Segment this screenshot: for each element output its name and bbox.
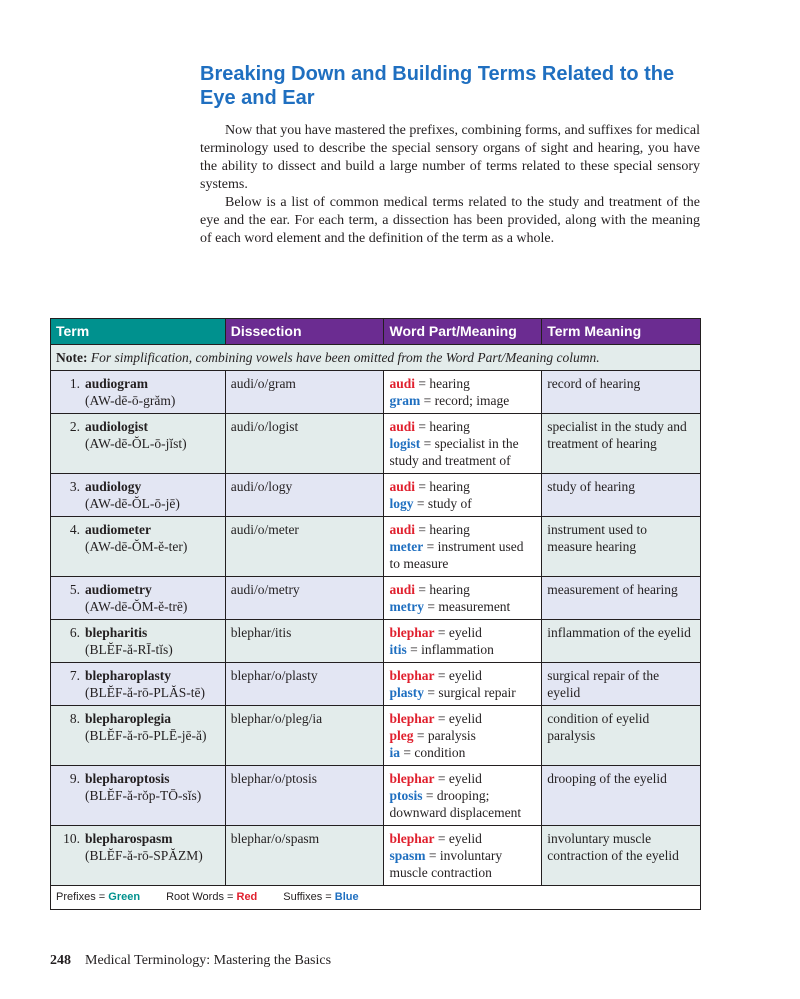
legend-item	[283, 891, 358, 903]
dissection-cell: audi/o/logist	[225, 414, 384, 474]
dissection-cell: audi/o/gram	[225, 371, 384, 414]
legend-item	[56, 891, 140, 903]
word-part-element: audi	[389, 419, 416, 434]
term-number: 10.	[63, 831, 80, 846]
word-part-element: blephar	[389, 831, 435, 846]
legend-label: Suffixes =	[283, 891, 332, 903]
word-part-meaning: inflammation	[421, 642, 494, 657]
term-meaning-cell: surgical repair of the eyelid	[542, 663, 701, 706]
term-name: audiometry	[85, 582, 152, 597]
dissection-cell: audi/o/logy	[225, 474, 384, 517]
table-header-row	[51, 319, 701, 345]
word-part: blephar = eyelid	[389, 625, 482, 640]
word-part-element: plasty	[389, 685, 424, 700]
word-part: audi = hearing	[389, 419, 470, 434]
word-part-cell	[384, 620, 542, 663]
word-part-cell	[384, 371, 542, 414]
word-part: blephar = eyelid	[389, 831, 482, 846]
word-part-meaning: record; image	[434, 393, 510, 408]
word-part-meaning: hearing	[429, 479, 470, 494]
intro-text	[200, 122, 700, 248]
legend-row	[51, 886, 701, 910]
word-part-element: audi	[389, 479, 416, 494]
term-cell	[51, 517, 226, 577]
word-part-element: audi	[389, 582, 416, 597]
word-part-element: blephar	[389, 668, 435, 683]
term-pronunciation: (AW-dē-ŎL-ō-jē)	[85, 496, 180, 511]
word-part: blephar = eyelid	[389, 668, 482, 683]
column-header-term: Term	[51, 319, 226, 345]
word-part-meaning: study of	[427, 496, 472, 511]
word-part-meaning: instrument used to measure	[389, 539, 524, 571]
table-row	[51, 766, 701, 826]
word-part-meaning: surgical repair	[438, 685, 516, 700]
dissection-cell: blephar/o/plasty	[225, 663, 384, 706]
legend-item	[166, 891, 257, 903]
word-part: gram = record; image	[389, 393, 510, 408]
word-part-cell	[384, 826, 542, 886]
word-part: audi = hearing	[389, 582, 470, 597]
dissection-cell: blephar/o/spasm	[225, 826, 384, 886]
word-part-meaning: involuntary muscle contraction	[389, 848, 503, 880]
term-number: 1.	[69, 376, 80, 391]
word-part-cell	[384, 517, 542, 577]
word-part-element: audi	[389, 522, 416, 537]
term-meaning-cell: record of hearing	[542, 371, 701, 414]
word-part-meaning: condition	[414, 745, 466, 760]
word-part: audi = hearing	[389, 522, 470, 537]
term-number: 8.	[69, 711, 80, 726]
section-title: Breaking Down and Building Terms Related to the Eye and Ear	[200, 63, 675, 109]
column-header-term-meaning: Term Meaning	[542, 319, 701, 345]
word-part: blephar = eyelid	[389, 771, 482, 786]
word-part-cell	[384, 663, 542, 706]
word-part-element: ia	[389, 745, 400, 760]
table-row	[51, 663, 701, 706]
term-pronunciation: (AW-dē-ŎM-ĕ-trē)	[85, 599, 188, 614]
word-part-element: blephar	[389, 625, 435, 640]
word-part: ptosis = drooping; downward displacement	[389, 788, 522, 820]
word-part-meaning: hearing	[429, 582, 470, 597]
term-name: audiometer	[85, 522, 151, 537]
term-name: audiology	[85, 479, 142, 494]
note-label: Note:	[56, 350, 88, 365]
word-part-element: meter	[389, 539, 424, 554]
table-row	[51, 414, 701, 474]
word-part-element: logist	[389, 436, 421, 451]
term-meaning-cell: inflammation of the eyelid	[542, 620, 701, 663]
table-row	[51, 706, 701, 766]
term-pronunciation: (BLĔF-ă-rō-SPĂZM)	[85, 848, 203, 863]
term-pronunciation: (BLĔF-ă-rō-PLĒ-jē-ă)	[85, 728, 207, 743]
legend-label: Root Words =	[166, 891, 234, 903]
term-number: 3.	[69, 479, 80, 494]
table-row	[51, 371, 701, 414]
word-part-element: itis	[389, 642, 407, 657]
page-number: 248	[50, 953, 71, 968]
word-part-meaning: hearing	[429, 419, 470, 434]
term-pronunciation: (BLĔF-ă-rō-PLĂS-tē)	[85, 685, 205, 700]
term-meaning-cell: condition of eyelid paralysis	[542, 706, 701, 766]
table-row	[51, 620, 701, 663]
term-number: 7.	[69, 668, 80, 683]
term-pronunciation: (AW-dē-ŎL-ō-jĭst)	[85, 436, 187, 451]
term-number: 9.	[69, 771, 80, 786]
word-part-cell	[384, 414, 542, 474]
term-name: blepharoplegia	[85, 711, 172, 726]
word-part-meaning: hearing	[429, 376, 470, 391]
term-name: blepharitis	[85, 625, 148, 640]
note-text: For simplification, combining vowels have been omitted from the Word Part/Meaning column.	[90, 350, 600, 365]
term-cell	[51, 474, 226, 517]
column-header-word-part: Word Part/Meaning	[384, 319, 542, 345]
word-part-element: pleg	[389, 728, 414, 743]
book-title: Medical Terminology: Mastering the Basics	[85, 953, 332, 968]
word-part: audi = hearing	[389, 479, 470, 494]
word-part-element: metry	[389, 599, 424, 614]
term-meaning-cell: specialist in the study and treatment of hearing	[542, 414, 701, 474]
term-cell	[51, 826, 226, 886]
dissection-cell: blephar/o/pleg/ia	[225, 706, 384, 766]
term-cell	[51, 577, 226, 620]
word-part-element: blephar	[389, 711, 435, 726]
term-cell	[51, 663, 226, 706]
word-part-meaning: specialist in the study and treatment of	[389, 436, 519, 468]
terms-table	[50, 318, 701, 910]
dissection-cell: blephar/itis	[225, 620, 384, 663]
dissection-cell: blephar/o/ptosis	[225, 766, 384, 826]
term-cell	[51, 414, 226, 474]
dissection-cell: audi/o/metry	[225, 577, 384, 620]
term-meaning-cell: drooping of the eyelid	[542, 766, 701, 826]
word-part-element: audi	[389, 376, 416, 391]
term-name: blepharoplasty	[85, 668, 172, 683]
word-part-meaning: measurement	[438, 599, 511, 614]
word-part: ia = condition	[389, 745, 466, 760]
term-meaning-cell: instrument used to measure hearing	[542, 517, 701, 577]
term-name: audiogram	[85, 376, 149, 391]
term-name: blepharospasm	[85, 831, 173, 846]
column-header-dissection: Dissection	[225, 319, 384, 345]
table-row	[51, 474, 701, 517]
word-part: plasty = surgical repair	[389, 685, 516, 700]
word-part-element: logy	[389, 496, 414, 511]
legend-cell	[51, 886, 701, 910]
word-part-meaning: eyelid	[448, 771, 482, 786]
term-meaning-cell: study of hearing	[542, 474, 701, 517]
term-meaning-cell: measurement of hearing	[542, 577, 701, 620]
term-number: 5.	[69, 582, 80, 597]
table-row	[51, 826, 701, 886]
legend-value: Red	[236, 891, 258, 903]
word-part-cell	[384, 474, 542, 517]
legend-value: Blue	[334, 891, 359, 903]
word-part: itis = inflammation	[389, 642, 494, 657]
word-part-meaning: eyelid	[448, 831, 482, 846]
word-part-meaning: hearing	[429, 522, 470, 537]
term-pronunciation: (BLĔF-ă-rŏp-TŌ-sĭs)	[85, 788, 202, 803]
term-number: 4.	[69, 522, 80, 537]
term-name: audiologist	[85, 419, 149, 434]
word-part-cell	[384, 706, 542, 766]
word-part-meaning: eyelid	[448, 711, 482, 726]
word-part: audi = hearing	[389, 376, 470, 391]
term-cell	[51, 620, 226, 663]
term-cell	[51, 766, 226, 826]
word-part-element: blephar	[389, 771, 435, 786]
word-part-element: ptosis	[389, 788, 423, 803]
intro-paragraph: Below is a list of common medical terms related to the study and treatment of the eye and the ear. For each term, a dissection has been provided, along with the meaning of each word element and the definition of the term as a whole.	[200, 195, 700, 246]
intro-paragraph: Now that you have mastered the prefixes, combining forms, and suffixes for medical terminology used to describe the special sensory organs of sight and hearing, you have the ability to dissect and build a large number of terms related to these special sensory systems.	[200, 123, 700, 192]
term-pronunciation: (BLĔF-ă-RĪ-tĭs)	[85, 642, 173, 657]
note-cell	[51, 345, 701, 371]
word-part: spasm = involuntary muscle contraction	[389, 848, 503, 880]
word-part-meaning: paralysis	[427, 728, 476, 743]
legend-label: Prefixes =	[56, 891, 106, 903]
dissection-cell: audi/o/meter	[225, 517, 384, 577]
word-part: logist = specialist in the study and treatment of	[389, 436, 519, 468]
page-footer	[50, 953, 331, 969]
term-cell	[51, 371, 226, 414]
word-part: pleg = paralysis	[389, 728, 476, 743]
word-part: meter = instrument used to measure	[389, 539, 524, 571]
word-part: metry = measurement	[389, 599, 511, 614]
legend-value: Green	[108, 891, 141, 903]
word-part-meaning: eyelid	[448, 668, 482, 683]
word-part: logy = study of	[389, 496, 472, 511]
term-number: 2.	[69, 419, 80, 434]
word-part-cell	[384, 766, 542, 826]
word-part-meaning: eyelid	[448, 625, 482, 640]
word-part-cell	[384, 577, 542, 620]
word-part-element: gram	[389, 393, 421, 408]
note-row	[51, 345, 701, 371]
word-part-meaning: drooping; downward displacement	[389, 788, 522, 820]
term-number: 6.	[69, 625, 80, 640]
term-name: blepharoptosis	[85, 771, 170, 786]
term-pronunciation: (AW-dē-ŎM-ĕ-ter)	[85, 539, 188, 554]
table-row	[51, 517, 701, 577]
term-pronunciation: (AW-dē-ō-grăm)	[85, 393, 176, 408]
term-meaning-cell: involuntary muscle contraction of the eyelid	[542, 826, 701, 886]
term-cell	[51, 706, 226, 766]
table-row	[51, 577, 701, 620]
word-part-element: spasm	[389, 848, 426, 863]
word-part: blephar = eyelid	[389, 711, 482, 726]
